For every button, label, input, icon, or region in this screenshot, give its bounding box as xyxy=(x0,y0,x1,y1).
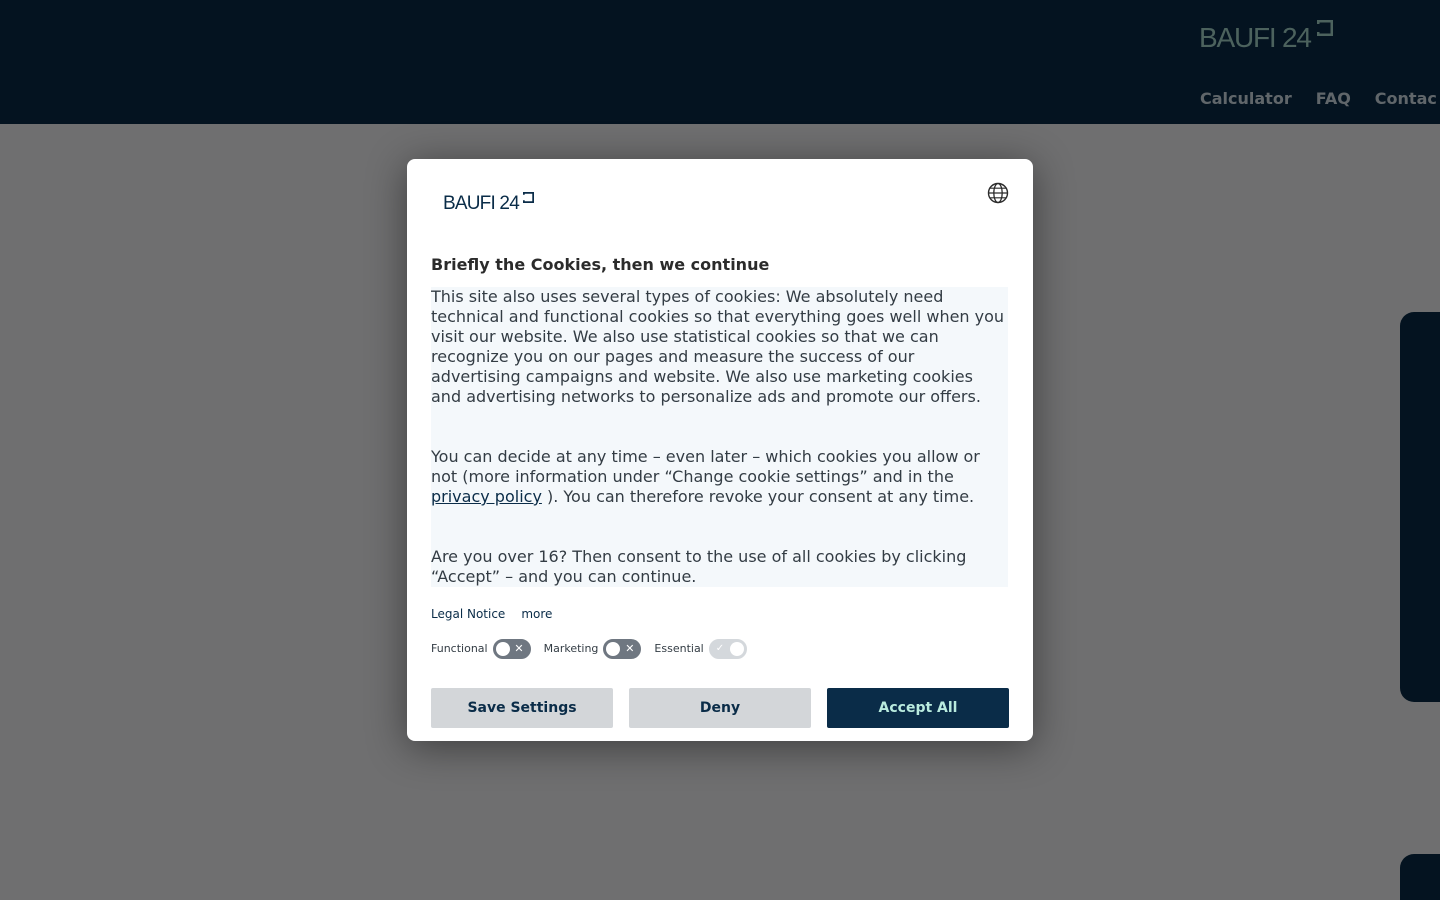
revoke-text-before: You can decide at any time – even later – which cookies you allow or not (more information under “Change cookie settings” and in the xyxy=(431,447,980,486)
toggle-knob xyxy=(730,642,744,656)
cookie-revoke-paragraph xyxy=(431,447,1008,507)
dialog-buttons xyxy=(431,688,1009,728)
cookie-consent-dialog xyxy=(407,159,1033,741)
toggle-knob xyxy=(606,642,620,656)
toggle-functional[interactable] xyxy=(493,639,531,659)
dialog-title: Briefly the Cookies, then we continue xyxy=(431,255,770,274)
toggle-essential-group xyxy=(654,639,746,659)
globe-icon xyxy=(987,182,1009,204)
toggle-marketing-group xyxy=(544,639,642,659)
dialog-body xyxy=(431,287,1008,587)
cookie-info-paragraph: This site also uses several types of cookies: We absolutely need technical and functional cookies so that everything goes well when you visit our website. We also use statistical cookies so that we can recognize you on our pages and measure the success of our advertising campaigns and website. We also use marketing cookies and advertising networks to personalize ads and promote our offers. xyxy=(431,287,1005,406)
dialog-logo-text: BAUFI 24 xyxy=(443,193,519,214)
dialog-links xyxy=(431,606,552,622)
revoke-text-after: ). You can therefore revoke your consent at any time. xyxy=(541,487,975,506)
accept-all-button[interactable]: Accept All xyxy=(827,688,1009,728)
x-icon: ✕ xyxy=(514,642,524,655)
toggle-essential-label: Essential xyxy=(654,642,704,655)
toggle-functional-label: Functional xyxy=(431,642,488,655)
x-icon: ✕ xyxy=(625,642,635,655)
deny-button[interactable]: Deny xyxy=(629,688,811,728)
privacy-policy-link[interactable]: privacy policy xyxy=(431,487,542,506)
toggle-essential xyxy=(709,639,747,659)
toggle-functional-group xyxy=(431,639,531,659)
toggle-marketing-label: Marketing xyxy=(543,642,599,655)
legal-notice-link[interactable]: Legal Notice xyxy=(431,607,506,621)
check-icon: ✓ xyxy=(715,643,725,654)
save-settings-button[interactable]: Save Settings xyxy=(431,688,613,728)
logo-bracket-icon xyxy=(523,192,534,203)
cookie-age-paragraph: Are you over 16? Then consent to the use of all cookies by clicking “Accept” – and you can continue. xyxy=(431,547,967,586)
language-button[interactable] xyxy=(987,182,1009,204)
more-link[interactable]: more xyxy=(521,607,553,621)
toggle-marketing[interactable] xyxy=(603,639,641,659)
dialog-logo xyxy=(443,190,534,218)
cookie-toggles xyxy=(431,639,760,659)
toggle-knob xyxy=(496,642,510,656)
